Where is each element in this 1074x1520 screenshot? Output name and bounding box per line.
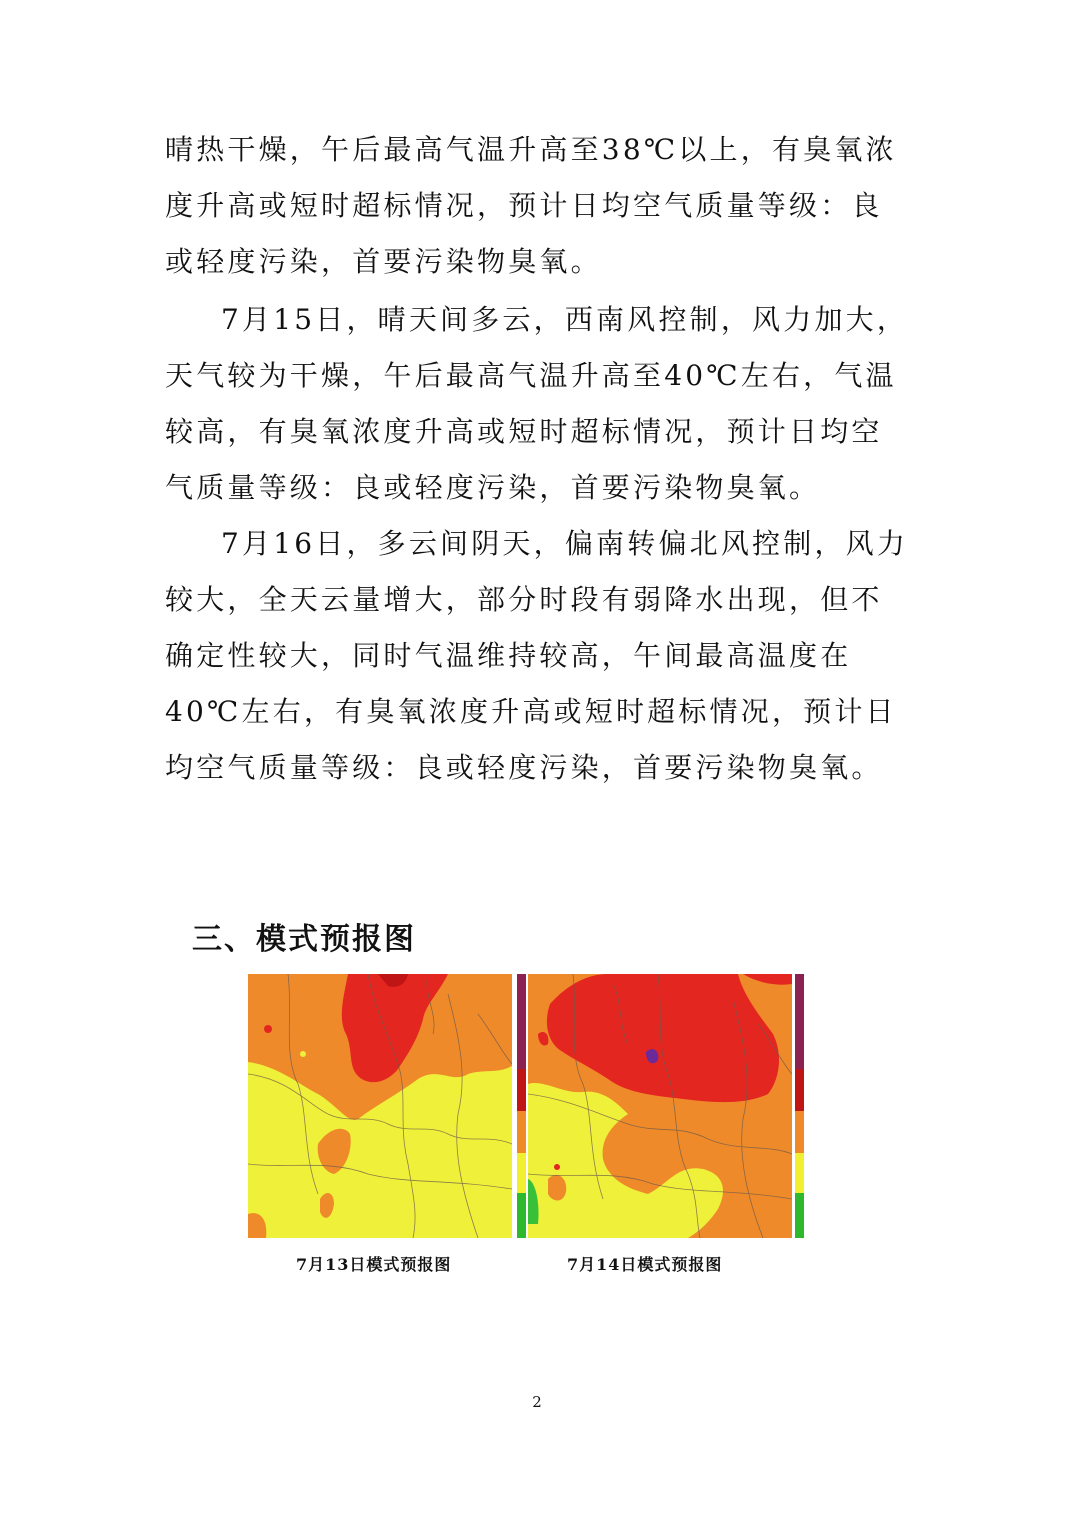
section-title: 三、模式预报图 bbox=[192, 922, 416, 957]
legend-colorbar bbox=[517, 974, 526, 1238]
paragraph-2: 7月15日，晴天间多云，西南风控制，风力加大，天气较为干燥，午后最高气温升高至40℃左右，气温较高，有臭氧浓度升高或短时超标情况，预计日均空气质量等级：良或轻度污染，首要污染物臭氧。 bbox=[165, 303, 909, 504]
forecast-map-july-13 bbox=[248, 974, 512, 1238]
legend-colorbar bbox=[795, 974, 804, 1238]
paragraph-1: 晴热干燥，午后最高气温升高至38℃以上，有臭氧浓度升高或短时超标情况，预计日均空气质量等级：良或轻度污染，首要污染物臭氧。 bbox=[165, 133, 897, 278]
forecast-map-july-14 bbox=[528, 974, 792, 1238]
paragraph-3: 7月16日，多云间阴天，偏南转偏北风控制，风力较大，全天云量增大，部分时段有弱降水出现，但不确定性较大，同时气温维持较高，午间最高温度在40℃左右，有臭氧浓度升高或短时超标情况，预计日均空气质量等级：良或轻度污染，首要污染物臭氧。 bbox=[165, 527, 909, 784]
figure-caption-july-13: 7月13日模式预报图 bbox=[296, 1255, 452, 1274]
figure-caption-july-14: 7月14日模式预报图 bbox=[567, 1255, 723, 1274]
page-number: 2 bbox=[532, 1393, 542, 1411]
